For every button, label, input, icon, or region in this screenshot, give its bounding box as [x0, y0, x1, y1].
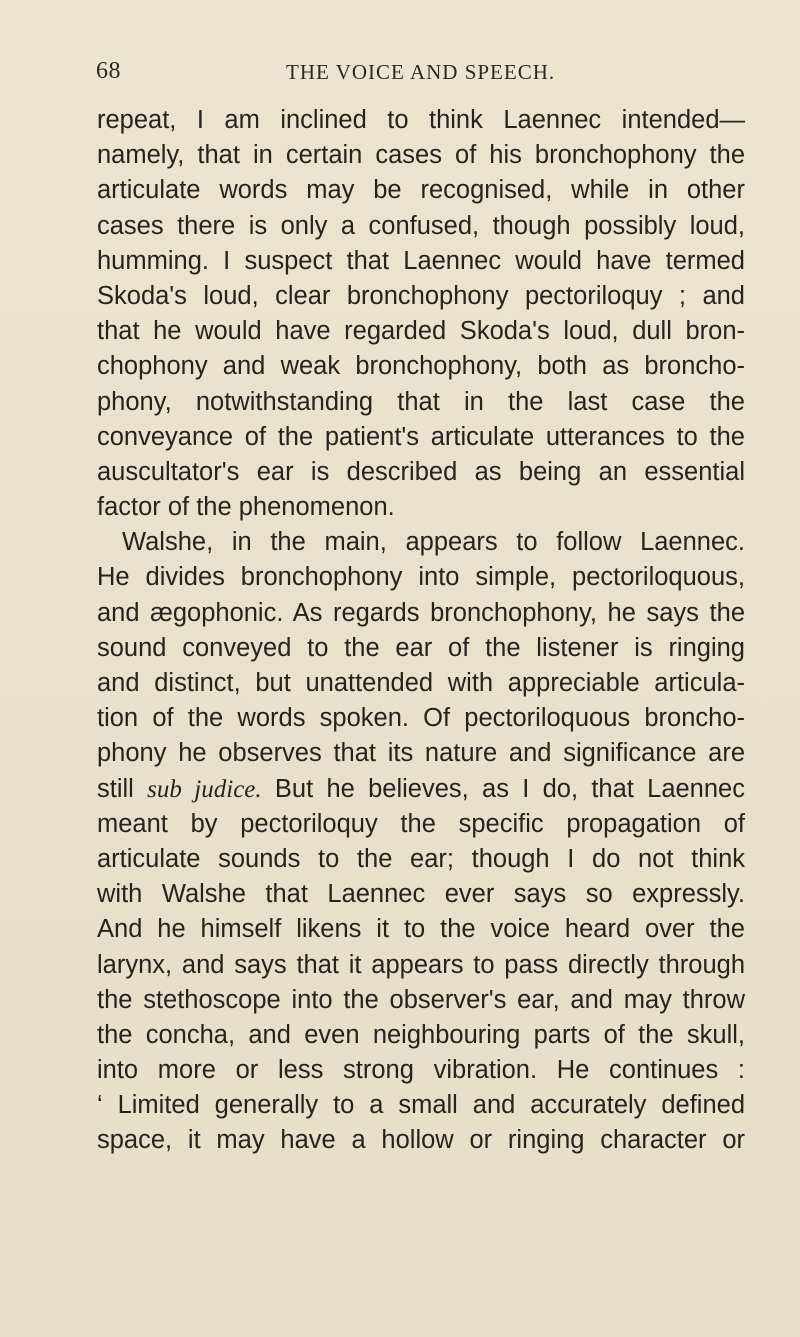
- text-line: articulate sounds to the ear; though I do not think: [97, 844, 745, 873]
- text-line: the concha, and even neighbouring parts of the skull,: [97, 1020, 745, 1049]
- text-line: space, it may have a hollow or ringing character or: [97, 1126, 745, 1155]
- text-line: chophony and weak bronchophony, both as broncho-: [97, 352, 745, 381]
- text-line: And he himself likens it to the voice heard over the: [97, 915, 745, 944]
- text-line: the stethoscope into the observer's ear, and may throw: [97, 985, 745, 1014]
- text-line: He divides bronchophony into simple, pectoriloquous,: [97, 563, 745, 592]
- text-line: and distinct, but unattended with appreciable articula-: [97, 669, 745, 697]
- text-line: phony, notwithstanding that in the last case the: [97, 387, 745, 416]
- running-head: THE VOICE AND SPEECH.: [286, 60, 556, 84]
- text-line: into more or less strong vibration. He continues :: [97, 1056, 745, 1085]
- text-line: that he would have regarded Skoda's loud, dull bron-: [97, 317, 745, 346]
- text-run: still: [97, 774, 134, 803]
- text-line: auscultator's ear is described as being an essential: [97, 457, 745, 486]
- text-line: conveyance of the patient's articulate utterances to the: [97, 422, 745, 451]
- italic-phrase: sub judice.: [147, 775, 262, 803]
- text-run: But he believes, as I do, that Laennec: [261, 774, 745, 803]
- text-line: larynx, and says that it appears to pass directly through: [97, 950, 745, 979]
- text-line: articulate words may be recognised, while in other: [97, 176, 745, 205]
- page-header: [96, 58, 746, 88]
- text-line: Walshe, in the main, appears to follow Laennec.: [122, 528, 745, 557]
- text-line: repeat, I am inclined to think Laennec intended—: [97, 106, 745, 134]
- text-line: sound conveyed to the ear of the listener is ringing: [97, 633, 745, 662]
- text-line: cases there is only a confused, though possibly loud,: [97, 211, 745, 240]
- text-line: with Walshe that Laennec ever says so expressly.: [97, 880, 745, 909]
- text-line: ‘ Limited generally to a small and accurately defined: [97, 1091, 745, 1120]
- text-line: humming. I suspect that Laennec would have termed: [97, 246, 745, 275]
- text-line: meant by pectoriloquy the specific propagation of: [97, 809, 745, 838]
- text-line: namely, that in certain cases of his bronchophony the: [97, 141, 745, 170]
- text-line: factor of the phenomenon.: [97, 493, 395, 522]
- text-line: Skoda's loud, clear bronchophony pectoriloquy ; and: [97, 281, 745, 310]
- text-line-mixed: [97, 772, 745, 807]
- body-text: [97, 103, 745, 1159]
- text-line: phony he observes that its nature and significance are: [97, 739, 745, 768]
- page-number: 68: [96, 58, 121, 84]
- text-line: and ægophonic. As regards bronchophony, he says the: [97, 598, 745, 627]
- text-line: tion of the words spoken. Of pectoriloquous broncho-: [97, 704, 745, 733]
